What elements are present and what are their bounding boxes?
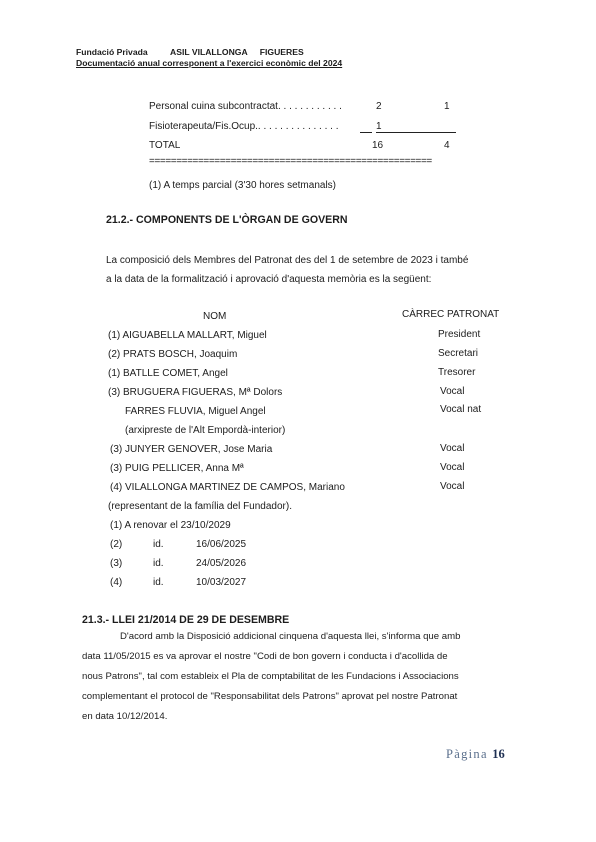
paragraph-line: D'acord amb la Disposició addicional cinquena d'aquesta llei, s'informa que amb xyxy=(120,631,461,642)
staff-row-label: Fisioterapeuta/Fis.Ocup.. . . . . . . . . . . . . . . xyxy=(149,121,339,132)
member-note: (arxipreste de l'Alt Empordà-interior) xyxy=(125,425,286,436)
paragraph-line: en data 10/12/2014. xyxy=(82,711,168,722)
founder-note: (representant de la família del Fundador). xyxy=(108,501,292,512)
staff-row-label: Personal cuina subcontractat. . . . . . . . . . . . xyxy=(149,101,342,112)
intro-line: La composició dels Membres del Patronat des del 1 de setembre de 2023 i també xyxy=(106,255,469,266)
staff-row-value: 1 xyxy=(444,101,450,112)
header-org: Fundació Privada xyxy=(76,47,148,57)
staff-row-value: 16 xyxy=(372,140,384,151)
renewal-date: 24/05/2026 xyxy=(196,558,247,569)
section-heading: 21.3.- LLEI 21/2014 DE 29 DE DESEMBRE xyxy=(82,614,290,626)
member-role: President xyxy=(438,329,481,340)
header-city: FIGUERES xyxy=(259,47,304,57)
paragraph-line: nous Patrons", tal com estableix el Pla de comptabilitat de les Fundacions i Associacions xyxy=(82,671,459,682)
paragraph-line: complementant el protocol de "Responsabilitat dels Patrons" aprovat pel nostre Patronat xyxy=(82,691,458,702)
renewal-ref: (2) xyxy=(110,539,123,550)
section-heading: 21.2.- COMPONENTS DE L'ÒRGAN DE GOVERN xyxy=(106,214,348,226)
renewal-ref: (4) xyxy=(110,577,123,588)
member-name: (1) BATLLE COMET, Angel xyxy=(108,368,228,379)
renewal-ref: (1) A renovar el 23/10/2029 xyxy=(110,520,231,531)
intro-line: a la data de la formalització i aprovació d'aquesta memòria es la següent: xyxy=(106,274,432,285)
member-role: Secretari xyxy=(438,348,479,359)
member-name: (3) BRUGUERA FIGUERAS, Mª Dolors xyxy=(108,387,283,398)
renewal-date: 10/03/2027 xyxy=(196,577,247,588)
staff-row-label: TOTAL xyxy=(149,140,181,151)
staff-row-value: 2 xyxy=(376,101,382,112)
member-role: Tresorer xyxy=(438,367,476,378)
staff-row-blank xyxy=(360,121,372,136)
member-role: Vocal xyxy=(440,386,465,397)
renewal-id: id. xyxy=(153,577,164,588)
member-name: (2) PRATS BOSCH, Joaquim xyxy=(108,349,238,360)
renewal-id: id. xyxy=(153,539,164,550)
staff-note: (1) A temps parcial (3'30 hores setmanals) xyxy=(149,180,336,191)
header-subtitle: Documentació anual corresponent a l'exercici econòmic del 2024 xyxy=(76,58,343,68)
renewal-date: 16/06/2025 xyxy=(196,539,247,550)
member-name: (1) AIGUABELLA MALLART, Miguel xyxy=(108,330,267,341)
member-role: Vocal nat xyxy=(440,404,482,415)
document-header xyxy=(76,47,304,57)
staff-row-value xyxy=(376,121,456,133)
member-name: (3) JUNYER GENOVER, Jose Maria xyxy=(110,444,273,455)
header-name: ASIL VILALLONGA xyxy=(170,47,248,57)
renewal-id: id. xyxy=(153,558,164,569)
staff-row-value: 4 xyxy=(444,140,450,151)
member-role: Vocal xyxy=(440,443,465,454)
column-header-name: NOM xyxy=(203,311,227,322)
member-name: FARRES FLUVIA, Miguel Angel xyxy=(125,406,266,417)
page-footer xyxy=(446,747,505,762)
table-separator: ==================================================== xyxy=(149,156,432,167)
staff-row-value-text: 1 xyxy=(376,121,382,132)
renewal-ref: (3) xyxy=(110,558,123,569)
paragraph-line: data 11/05/2015 es va aprovar el nostre "Codi de bon govern i conducta i d'acollida de xyxy=(82,651,448,662)
member-role: Vocal xyxy=(440,462,465,473)
column-header-role: CÀRREC PATRONAT xyxy=(402,309,500,320)
member-name: (4) VILALLONGA MARTINEZ DE CAMPOS, Mariano xyxy=(110,482,345,493)
member-role: Vocal xyxy=(440,481,465,492)
member-name: (3) PUIG PELLICER, Anna Mª xyxy=(110,463,244,474)
page-word: Pàgina xyxy=(446,747,488,761)
page-number: 16 xyxy=(492,747,505,761)
